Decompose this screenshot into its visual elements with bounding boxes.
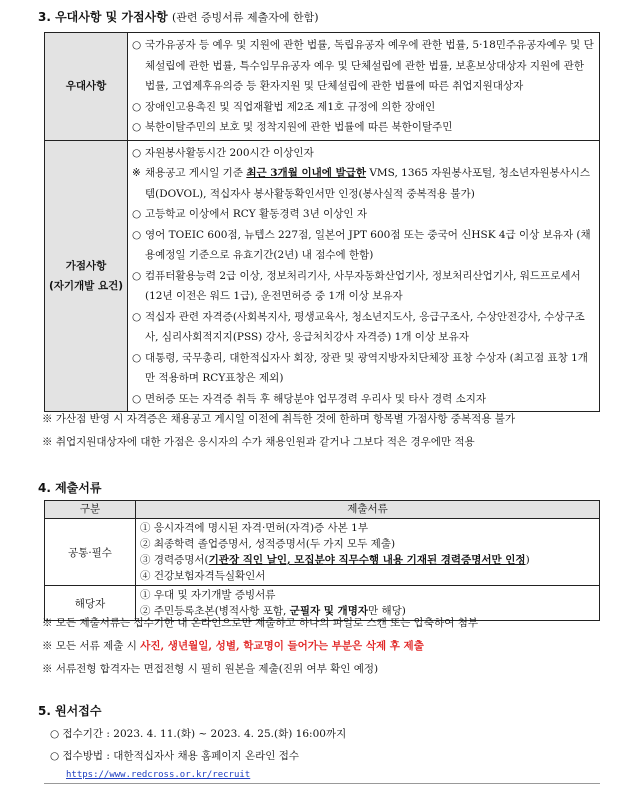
method-item: ○ 접수방법 : 대한적십자사 채용 홈페이지 온라인 접수 xyxy=(50,750,300,762)
warning-text: 사진, 생년월일, 성별, 학교명이 들어가는 부분은 삭제 후 제출 xyxy=(140,640,424,652)
items-cell xyxy=(136,519,600,586)
section3-note: ※ 가산점 반영 시 자격증은 채용공고 게시일 이전에 취득한 것에 한하며 항목별 가점사항 중복적용 불가 xyxy=(42,413,516,425)
category-cell: 공통·필수 xyxy=(45,519,136,586)
section3-note: ※ 취업지원대상자에 대한 가점은 응시자의 수가 채용인원과 같거나 그보다 적은 경우에만 적용 xyxy=(42,436,475,448)
list-item: ③ 경력증명서(기관장 직인 날인, 모집분야 직무수행 내용 기재된 경력증명서만 인정) xyxy=(140,554,530,566)
list-item: ○ 대통령, 국무총리, 대한적십자사 회장, 장관 및 광역지방자치단체장 표창 수상자 (최고점 표창 1개만 적용하며 RCY표창은 제외) xyxy=(132,351,588,384)
list-item: ④ 건강보험자격득실확인서 xyxy=(140,570,266,582)
section4-note: ※ 서류전형 합격자는 면접전형 시 필히 원본을 제출(진위 여부 확인 예정) xyxy=(42,663,379,675)
period-item: ○ 접수기간 : 2023. 4. 11.(화) ~ 2023. 4. 25.(화) 16:00까지 xyxy=(50,728,347,740)
list-item: ○ 고등학교 이상에서 RCY 활동경력 3년 이상인 자 xyxy=(132,208,368,220)
list-item: ※ 채용공고 게시일 기준 최근 3개월 이내에 발급한 VMS, 1365 자원봉사포털, 청소년자원봉사시스템(DOVOL), 적십자사 봉사활동확인서만 인정(봉사실적 중복적용 불가) xyxy=(132,167,591,200)
category-cell: 우대사항 xyxy=(45,33,128,141)
list-item: ○ 적십자 관련 자격증(사회복지사, 평생교육사, 청소년지도사, 응급구조사, 수상안전강사, 수상구조사, 심리사회적지지(PSS) 강사, 응급처치강사 자격증) 1개 이상 보유자 xyxy=(132,310,585,343)
list-item: ① 응시자격에 명시된 자격·면허(자격)증 사본 1부 xyxy=(140,522,368,534)
recruit-link[interactable]: https://www.redcross.or.kr/recruit xyxy=(66,770,251,780)
table-row xyxy=(45,33,600,141)
emphasis-text: 최근 3개월 이내에 발급한 xyxy=(246,167,367,179)
emphasis-text: 기관장 직인 날인, 모집분야 직무수행 내용 기재된 경력증명서만 인정 xyxy=(208,554,526,566)
table-row xyxy=(45,140,600,412)
table-header-row xyxy=(45,501,600,519)
items-cell xyxy=(128,33,600,141)
list-item: ○ 국가유공자 등 예우 및 지원에 관한 법률, 독립유공자 예우에 관한 법률, 5·18민주유공자예우 및 단체설립에 관한 법률, 특수임무유공자 예우 및 단체설립에 관한 법률, 보훈보상대상자 지원에 관한 법률, 고엽제후유의증 등 환자지원 및 단체설립에 관한 법률에 따른 취업지원대상자 xyxy=(132,39,594,92)
list-item: ○ 컴퓨터활용능력 2급 이상, 정보처리기사, 사무자동화산업기사, 정보처리산업기사, 워드프로세서(12년 이전은 워드 1급), 운전면허증 중 1개 이상 보유자 xyxy=(132,269,581,302)
category-cell: 가점사항 (자기개발 요건) xyxy=(45,140,128,412)
list-item: ① 우대 및 자기개발 증빙서류 xyxy=(140,589,276,601)
preference-table xyxy=(44,32,600,412)
items-cell xyxy=(128,140,600,412)
column-header: 구분 xyxy=(45,501,136,519)
list-item: ○ 장애인고용촉진 및 직업재활법 제2조 제1호 규정에 의한 장애인 xyxy=(132,100,436,113)
table-row xyxy=(45,519,600,586)
section4-note: ※ 모든 제출서류는 접수기한 내 온라인으로만 제출하고 하나의 파일로 스캔 또는 압축하여 첨부 xyxy=(42,617,478,629)
list-item: ○ 북한이탈주민의 보호 및 정착지원에 관한 법률에 따른 북한이탈주민 xyxy=(132,121,453,133)
section4-heading: 4. 제출서류 xyxy=(38,481,102,495)
section3-heading: 3. 우대사항 및 가점사항 (관련 증빙서류 제출자에 한함) xyxy=(38,10,319,24)
list-item: ② 최종학력 졸업증명서, 성적증명서(두 가지 모두 제출) xyxy=(140,538,396,550)
documents-table xyxy=(44,500,600,621)
divider xyxy=(44,783,600,784)
list-item: ○ 면허증 또는 자격증 취득 후 해당분야 업무경력 우리사 및 타사 경력 소지자 xyxy=(132,392,487,405)
section5-heading: 5. 원서접수 xyxy=(38,704,102,718)
emphasis-text: 군필자 및 개명자 xyxy=(289,605,368,617)
list-item: ○ 영어 TOEIC 600점, 뉴텝스 227점, 일본어 JPT 600점 또는 중국어 신HSK 4급 이상 보유자 (채용예정일 기준으로 유효기간(2년) 내 점수에 한함) xyxy=(132,228,591,261)
category-cell: 해당자 xyxy=(45,586,136,621)
section4-note: ※ 모든 서류 제출 시 사진, 생년월일, 성별, 학교명이 들어가는 부분은 삭제 후 제출 xyxy=(42,640,424,652)
column-header: 제출서류 xyxy=(136,501,600,519)
list-item: ○ 자원봉사활동시간 200시간 이상인자 xyxy=(132,146,314,159)
list-item: ② 주민등록초본(병적사항 포함, 군필자 및 개명자만 해당) xyxy=(140,605,406,617)
